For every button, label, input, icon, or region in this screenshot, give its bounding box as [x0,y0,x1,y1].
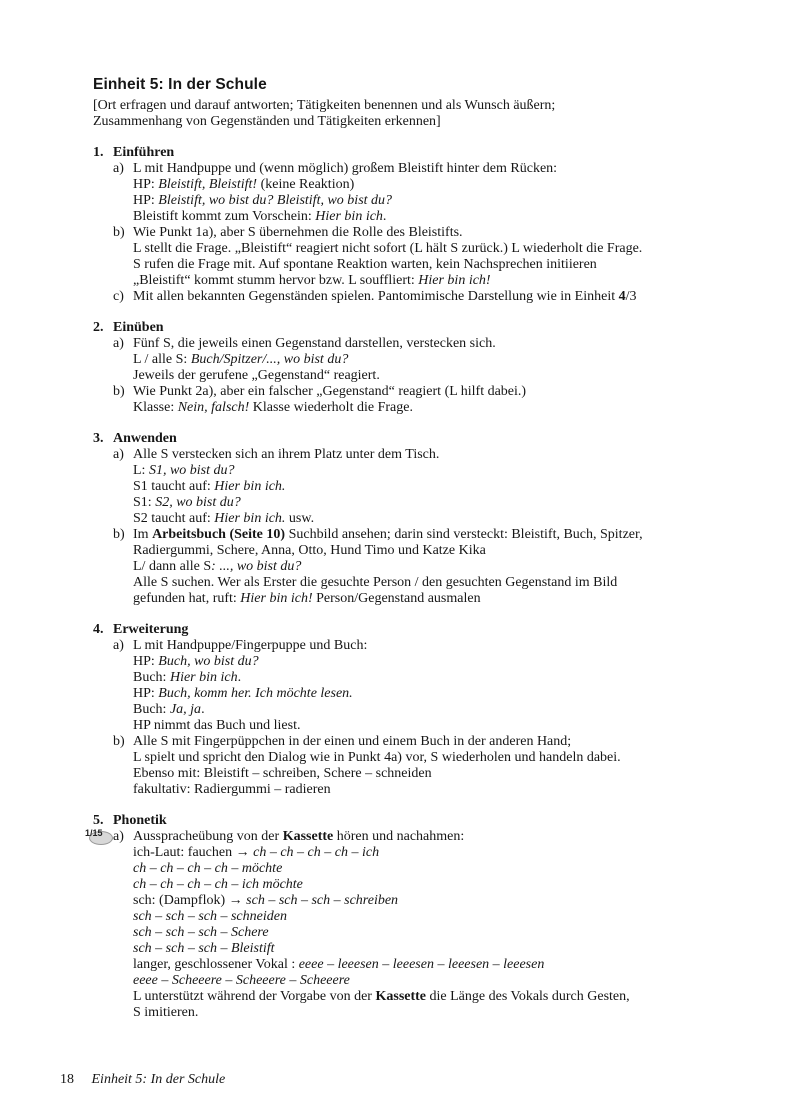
text-line [133,861,733,877]
subsection-letter: b) [113,734,125,749]
text-line [133,177,733,193]
text-line [133,654,733,670]
text-segment: S2 taucht auf: [133,511,215,526]
text-segment: Person/Gegenstand ausmalen [312,591,481,606]
subsection [93,447,733,527]
text-segment: eeee – leeesen – leeesen – leeesen – leeesen [298,957,545,972]
text-segment: : ..., wo bist du? [211,559,302,574]
subsection-letter: c) [113,289,124,304]
text-segment: Klasse wiederholt die Frage. [249,400,413,415]
text-segment: sch: (Dampflok) → [133,893,247,908]
section-3 [93,431,733,607]
page-footer [60,1072,225,1088]
text-line [133,591,733,607]
text-segment: sch – sch – sch – Bleistift [133,941,275,956]
text-segment: ch – ch – ch – ch – ich möchte [133,877,303,892]
intro-text [93,98,733,130]
section-title: Anwenden [113,431,177,446]
text-line [133,750,733,766]
text-segment: HP: [133,193,159,208]
text-segment: L/ dann alle S [133,559,212,574]
text-segment: Jeweils der gerufene „Gegenstand“ reagiert. [133,368,380,383]
subsection [93,225,733,289]
text-line [133,193,733,209]
section-number: 3. [93,431,104,446]
section-number: 2. [93,320,104,335]
footer-title: Einheit 5: In der Schule [91,1072,226,1087]
text-segment: 4 [618,289,626,304]
text-line [133,893,733,909]
text-line [133,463,733,479]
text-line [133,575,733,591]
text-segment: L mit Handpuppe und (wenn möglich) großem Bleistift hinter dem Rücken: [133,161,558,176]
text-segment: Mit allen bekannten Gegenständen spielen. Pantomimische Darstellung wie in Einheit [133,289,619,304]
subsection-letter: a) [113,447,124,462]
text-line [133,957,733,973]
text-segment: Alle S suchen. Wer als Erster die gesuchte Person / den gesuchten Gegenstand im Bild [133,575,618,590]
text-segment: usw. [285,511,315,526]
text-line [133,543,733,559]
text-segment: Bleistift kommt zum Vorschein: [133,209,316,224]
text-segment: L / alle S: [133,352,191,367]
text-segment: sch – sch – sch – Schere [133,925,269,940]
text-line [133,495,733,511]
subsection [93,527,733,607]
text-segment: HP nimmt das Buch und liest. [133,718,301,733]
section-heading [93,813,733,829]
text-segment: Bleistift, Bleistift! [158,177,258,192]
intro-line: [Ort erfragen und darauf antworten; Tätigkeiten benennen und als Wunsch äußern; [93,98,556,113]
subsection-body [133,384,733,416]
text-line [133,766,733,782]
text-segment: die Länge des Vokals durch Gesten, [426,989,630,1004]
section-title: Einführen [113,145,175,160]
text-segment: Klasse: [133,400,178,415]
text-line [133,447,733,463]
section-heading [93,431,733,447]
text-segment: Im [133,527,153,542]
text-line [133,638,733,654]
text-segment: hören und nachahmen: [333,829,465,844]
text-line [133,845,733,861]
text-line [133,241,733,257]
text-segment: Suchbild ansehen; darin sind versteckt: Bleistift, Buch, Spitzer, [285,527,643,542]
text-segment: fakultativ: Radiergummi – radieren [133,782,331,797]
text-segment: Fünf S, die jeweils einen Gegenstand darstellen, verstecken sich. [133,336,496,351]
text-line [133,352,733,368]
text-segment: S1, wo bist du? [148,463,235,478]
text-line [133,209,733,225]
section-heading [93,622,733,638]
text-segment: S1 taucht auf: [133,479,215,494]
text-segment: . [382,209,387,224]
subsection [93,734,733,798]
page [85,76,733,1021]
text-segment: Arbeitsbuch (Seite 10) [152,527,286,542]
subsection-body [133,447,733,527]
text-line [133,973,733,989]
subsection [93,161,733,225]
text-segment: . [237,670,242,685]
intro-line: Zusammenhang von Gegenständen und Tätigkeiten erkennen] [93,114,441,129]
text-segment: Ausspracheübung von der [133,829,283,844]
section-title: Einüben [113,320,164,335]
text-line [133,925,733,941]
text-segment: langer, geschlossener Vokal : [133,957,299,972]
text-segment: HP: [133,654,159,669]
text-line [133,289,733,305]
subsection-letter: a) [113,638,124,653]
text-segment: Buch: [133,702,170,717]
text-line [133,559,733,575]
section-number: 5. [93,813,104,828]
text-line [133,1005,733,1021]
text-segment: Nein, falsch! [177,400,250,415]
text-line [133,511,733,527]
section-1 [93,145,733,305]
section-5 [85,813,733,1021]
text-segment: Hier bin ich [315,209,383,224]
text-line [133,161,733,177]
text-segment: Hier bin ich! [240,591,313,606]
text-segment: Hier bin ich. [214,511,286,526]
section-2 [93,320,733,416]
text-segment: „Bleistift“ kommt stumm hervor bzw. L souffliert: [133,273,419,288]
subsection-letter: a) [113,829,124,844]
text-segment: Bleistift, wo bist du? Bleistift, wo bist du? [158,193,393,208]
cassette-icon [85,825,111,845]
text-segment: S2, wo bist du? [155,495,241,510]
cassette-track: 1/15 [85,828,103,838]
text-segment: L: [133,463,149,478]
section-heading [93,320,733,336]
text-segment: Wie Punkt 2a), aber ein falscher „Gegenstand“ reagiert (L hilft dabei.) [133,384,527,399]
text-segment: Kassette [282,829,334,844]
text-segment: ch – ch – ch – ch – ich [253,845,380,860]
text-segment: S imitieren. [133,1005,199,1020]
subsection-body [133,638,733,734]
text-line [133,400,733,416]
text-segment: L unterstützt während der Vorgabe von der [133,989,376,1004]
subsection-body [133,829,733,1021]
text-segment: L mit Handpuppe/Fingerpuppe und Buch: [133,638,368,653]
text-line [133,702,733,718]
subsection-body [133,734,733,798]
text-segment: HP: [133,177,159,192]
text-segment: Kassette [375,989,427,1004]
text-line [133,941,733,957]
text-segment: Radiergummi, Schere, Anna, Otto, Hund Timo und Katze Kika [133,543,486,558]
subsection-letter: b) [113,225,125,240]
text-segment: Ja, ja [169,702,202,717]
text-line [133,670,733,686]
text-segment: Ebenso mit: Bleistift – schreiben, Schere – schneiden [133,766,432,781]
text-segment: L spielt und spricht den Dialog wie in Punkt 4a) vor, S wiederholen und handeln dabei. [133,750,621,765]
subsection-letter: b) [113,527,125,542]
subsection [85,828,733,1021]
subsection-body [133,161,733,225]
section-number: 4. [93,622,104,637]
subsection [93,336,733,384]
page-title: Einheit 5: In der Schule [93,76,267,93]
text-line [133,718,733,734]
text-segment: Hier bin ich [169,670,238,685]
text-segment: S1: [133,495,156,510]
page-number: 18 [60,1072,74,1087]
subsection-body [133,289,733,305]
text-segment: sch – sch – sch – schreiben [246,893,399,908]
text-line [133,877,733,893]
text-segment: ich-Laut: fauchen → [133,845,254,860]
text-line [133,273,733,289]
text-segment: gefunden hat, ruft: [133,591,241,606]
text-segment: Wie Punkt 1a), aber S übernehmen die Rolle des Bleistifts. [133,225,463,240]
text-line [133,336,733,352]
text-segment: Hier bin ich! [418,273,491,288]
subsection [93,638,733,734]
section-heading [93,145,733,161]
text-segment: Alle S verstecken sich an ihrem Platz unter dem Tisch. [133,447,440,462]
text-segment: eeee – Scheeere – Scheeere – Scheeere [133,973,350,988]
subsection [93,384,733,416]
text-segment: ch – ch – ch – ch – möchte [133,861,283,876]
text-segment: Buch, komm her. Ich möchte lesen. [158,686,353,701]
text-segment: HP: [133,686,159,701]
subsection-body [133,336,733,384]
text-segment: S rufen die Frage mit. Auf spontane Reaktion warten, kein Nachsprechen initiieren [133,257,597,272]
text-line [133,479,733,495]
text-segment: . [201,702,205,717]
text-segment: Buch, wo bist du? [158,654,259,669]
text-segment: Buch/Spitzer/..., wo bist du? [190,352,349,367]
text-segment: L stellt die Frage. „Bleistift“ reagiert nicht sofort (L hält S zurück.) L wiederholt die Frage. [133,241,643,256]
text-line [133,384,733,400]
section-number: 1. [93,145,104,160]
text-line [133,257,733,273]
section-4 [93,622,733,798]
text-segment: /3 [625,289,637,304]
text-line [133,829,733,845]
text-segment: Hier bin ich. [214,479,286,494]
text-line [133,734,733,750]
subsection-body [133,225,733,289]
section-title: Phonetik [113,813,167,828]
text-line [133,909,733,925]
text-line [133,686,733,702]
text-line [133,368,733,384]
text-line [133,527,733,543]
section-title: Erweiterung [113,622,189,637]
subsection-letter: a) [113,161,124,176]
sections [85,145,733,1021]
subsection [93,289,733,305]
subsection-letter: a) [113,336,124,351]
text-segment: Buch: [133,670,170,685]
text-segment: (keine Reaktion) [257,177,355,192]
text-segment: sch – sch – sch – schneiden [133,909,287,924]
text-line [133,225,733,241]
text-line [133,989,733,1005]
text-line [133,782,733,798]
subsection-letter: b) [113,384,125,399]
subsection-body [133,527,733,607]
text-segment: Alle S mit Fingerpüppchen in der einen und einem Buch in der anderen Hand; [133,734,572,749]
